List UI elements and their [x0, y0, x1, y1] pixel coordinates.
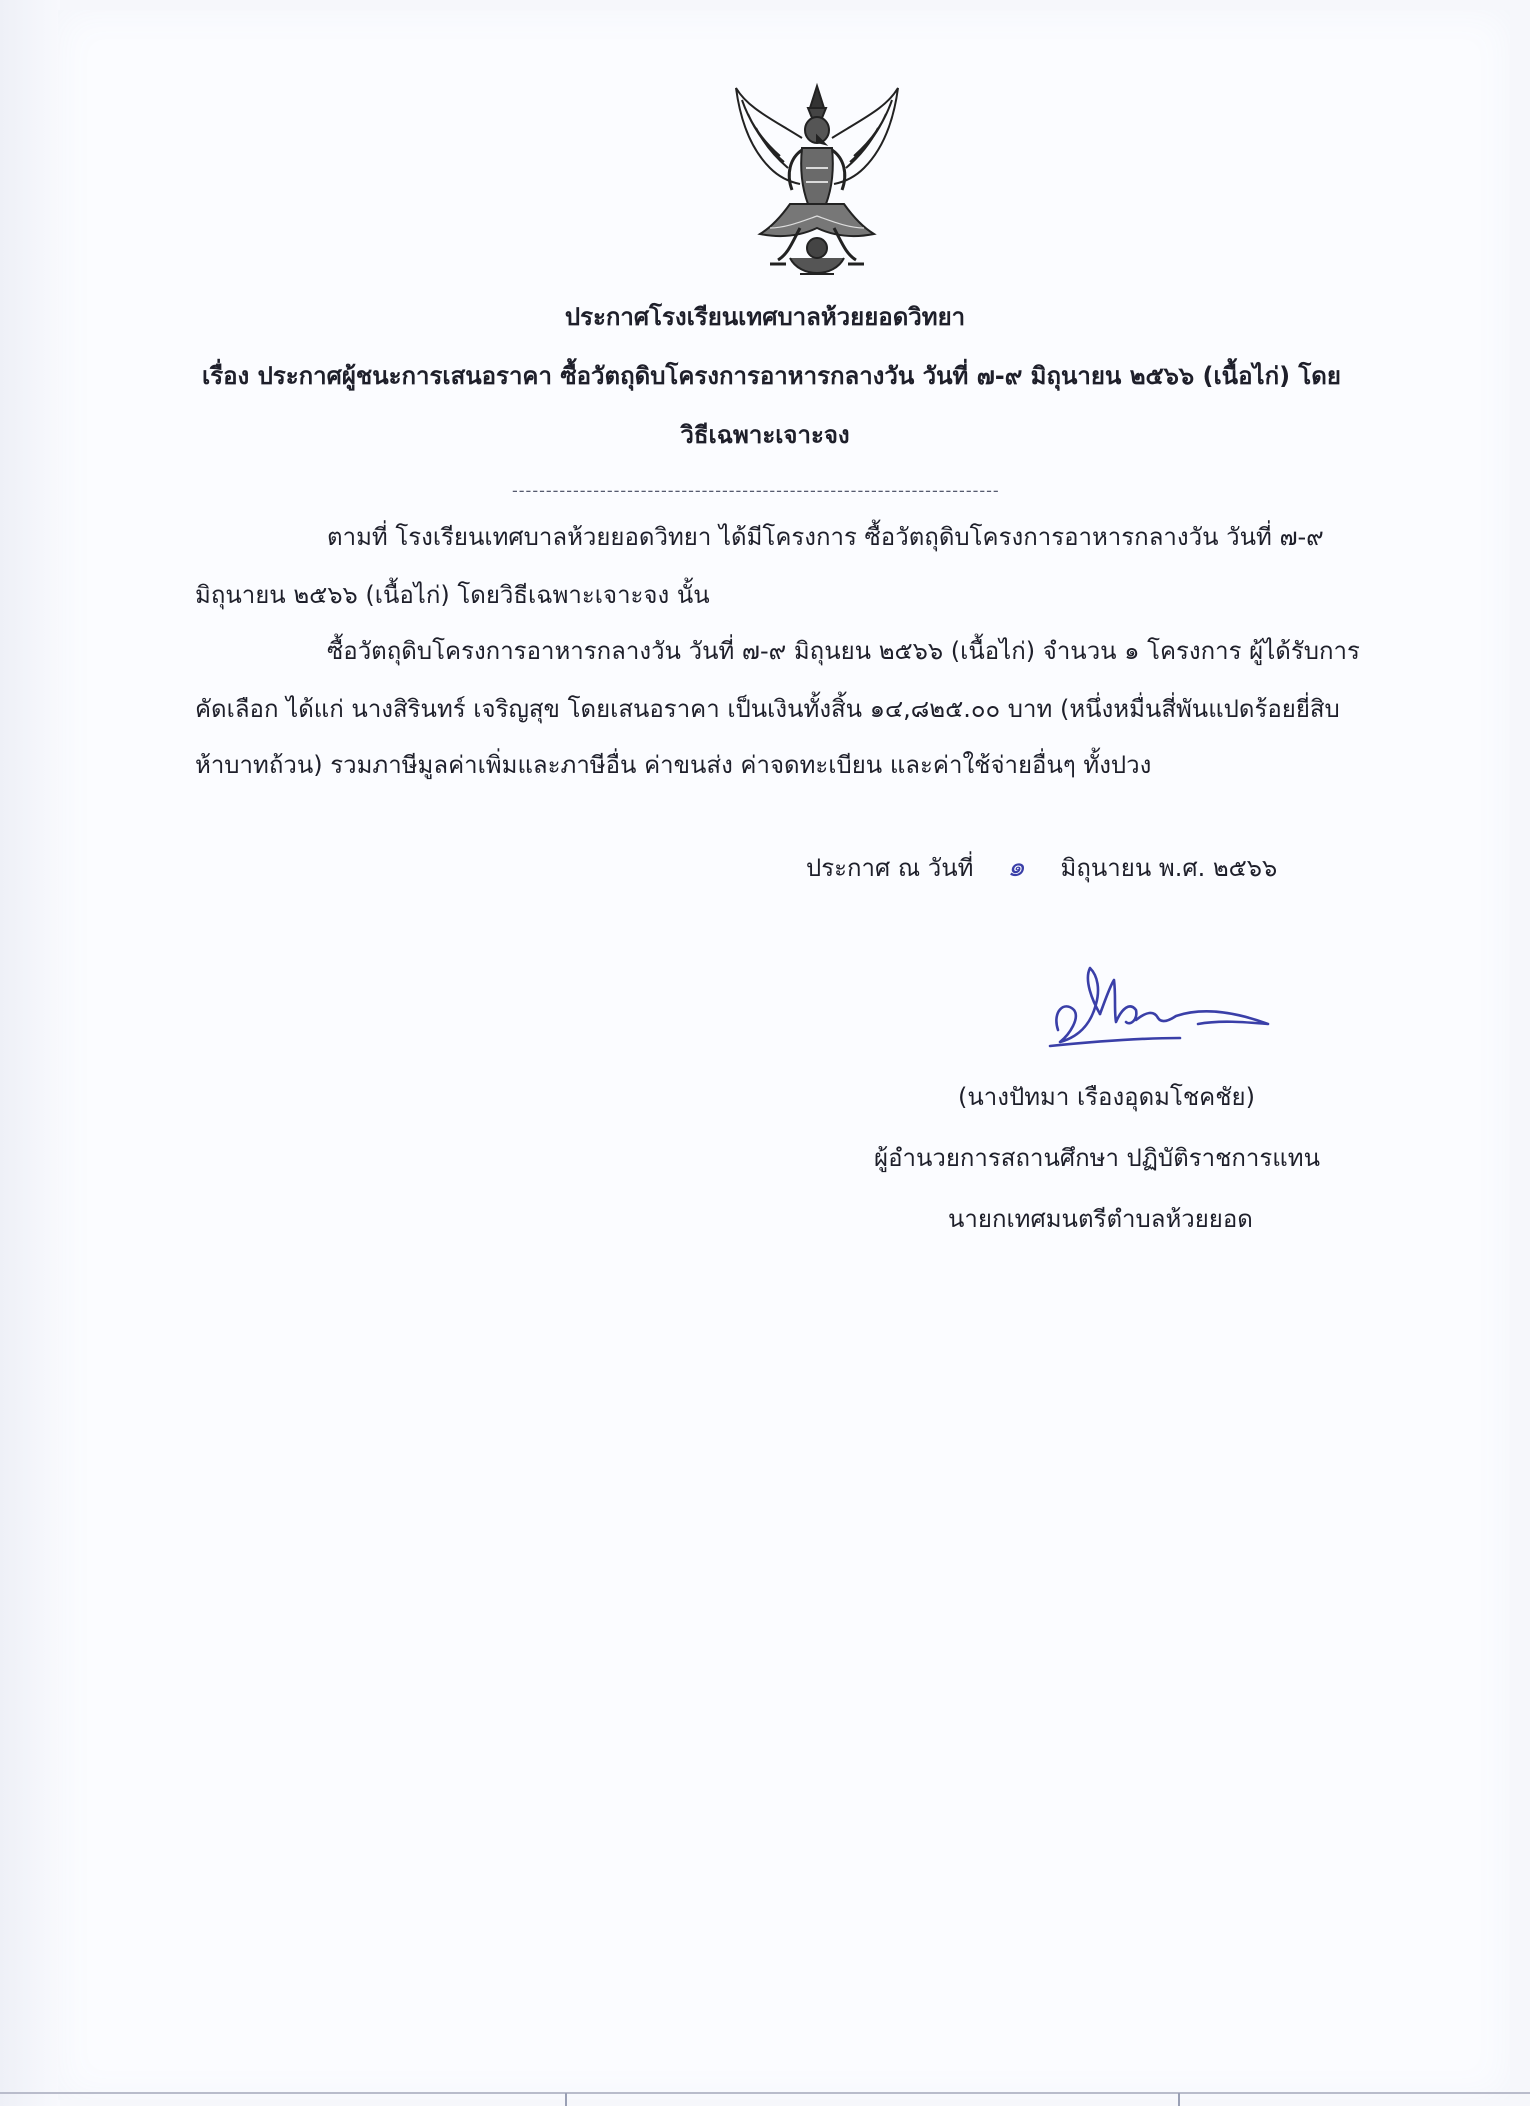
paragraph-2-line-1: ซื้อวัตถุดิบโครงการอาหารกลางวัน วันที่ ๗-๙ มิถุนยน ๒๕๖๖ (เนื้อไก่) จำนวน ๑ โครงการ ผู้ได้รับการ — [327, 637, 1360, 665]
scan-mark — [565, 2093, 567, 2106]
paragraph-1-line-1: ตามที่ โรงเรียนเทศบาลห้วยยอดวิทยา ได้มีโครงการ ซื้อวัตถุดิบโครงการอาหารกลางวัน วันที่ ๗-๙ — [327, 523, 1324, 551]
signatory-name: (นางปัทมา เรืองอุดมโชคชัย) — [958, 1083, 1255, 1111]
paragraph-2-line-2: คัดเลือก ได้แก่ นางสิรินทร์ เจริญสุข โดยเสนอราคา เป็นเงินทั้งสิ้น ๑๔,๘๒๕.๐๐ บาท (หนึ่งหมื่นสี่พันแปดร้อยยี่สิบ — [195, 695, 1340, 723]
announcement-date — [806, 852, 1277, 883]
paragraph-2-line-3: ห้าบาทถ้วน) รวมภาษีมูลค่าเพิ่มและภาษีอื่น ค่าขนส่ง ค่าจดทะเบียน และค่าใช้จ่ายอื่นๆ ทั้งปวง — [195, 751, 1152, 779]
announcement-title: ประกาศโรงเรียนเทศบาลห้วยยอดวิทยา — [564, 303, 966, 331]
scan-bottom-edge — [0, 2092, 1530, 2094]
garuda-emblem-icon — [730, 78, 905, 288]
paragraph-1-line-2: มิถุนายน ๒๕๖๖ (เนื้อไก่) โดยวิธีเฉพาะเจาะจง นั้น — [195, 581, 710, 609]
subject-line-continued: วิธีเฉพาะเจาะจง — [680, 421, 850, 449]
signatory-position-2: นายกเทศมนตรีตำบลห้วยยอด — [948, 1205, 1253, 1233]
date-suffix: มิถุนายน พ.ศ. ๒๕๖๖ — [1060, 854, 1278, 882]
subject-line: เรื่อง ประกาศผู้ชนะการเสนอราคา ซื้อวัตถุดิบโครงการอาหารกลางวัน วันที่ ๗-๙ มิถุนายน ๒๕๖๖ (เนื้อไก่) โดย — [202, 362, 1341, 390]
separator-line: ------------------------------------------------------------------------ — [512, 481, 1000, 500]
handwritten-signature — [1030, 950, 1280, 1060]
date-prefix: ประกาศ ณ วันที่ — [806, 854, 974, 882]
scan-mark — [1178, 2093, 1180, 2106]
handwritten-day: ๑ — [1007, 850, 1025, 883]
signatory-position-1: ผู้อำนวยการสถานศึกษา ปฏิบัติราชการแทน — [874, 1144, 1320, 1172]
